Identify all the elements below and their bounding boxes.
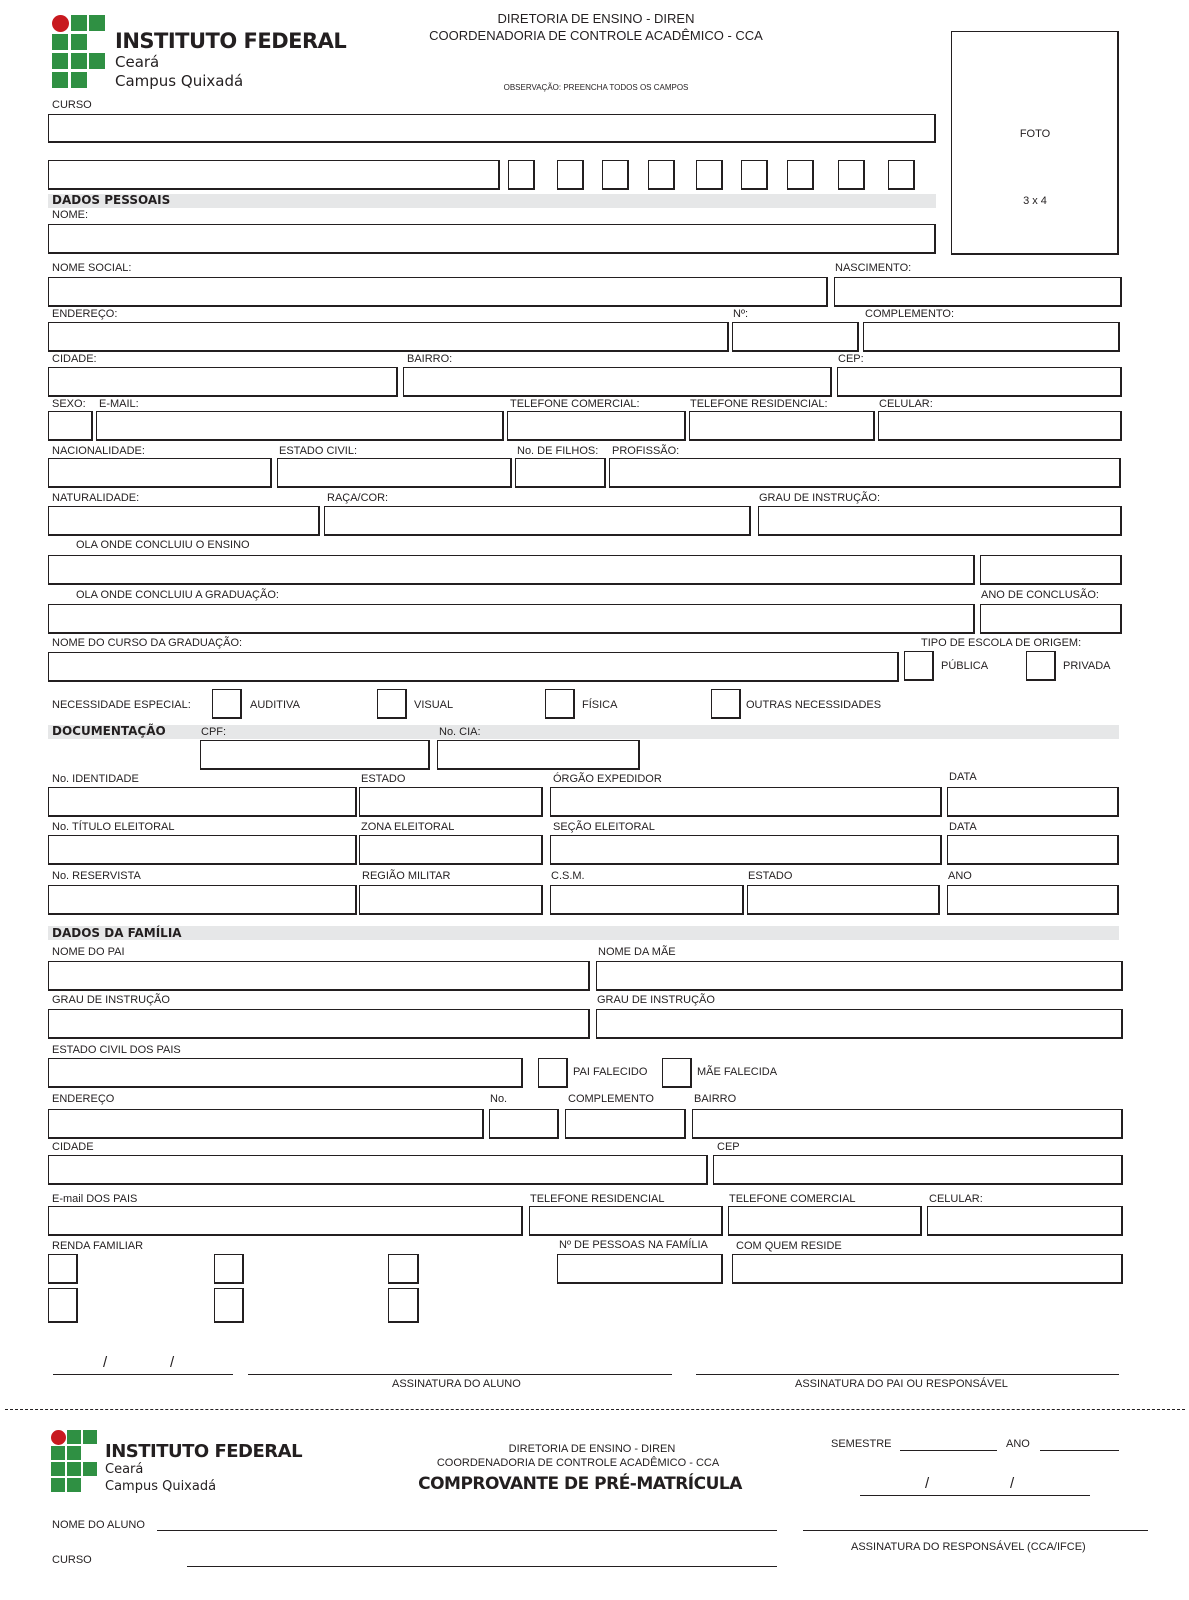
institution-state: Ceará <box>115 53 160 71</box>
estado-civil-pais-label: ESTADO CIVIL DOS PAIS <box>52 1044 181 1056</box>
code-box-4[interactable] <box>648 160 675 190</box>
celular-label: CELULAR: <box>879 398 933 410</box>
complemento-pais-label: COMPLEMENTO <box>568 1093 654 1105</box>
nome-mae-label: NOME DA MÃE <box>598 946 676 958</box>
grau-instrucao-label: GRAU DE INSTRUÇÃO: <box>759 492 881 504</box>
assinatura-pai-label: ASSINATURA DO PAI OU RESPONSÁVEL <box>795 1378 1008 1390</box>
if-logo <box>52 15 347 95</box>
directorate: DIRETORIA DE ENSINO - DIREN <box>497 11 695 26</box>
publica-checkbox[interactable] <box>904 651 934 681</box>
publica-label: PÚBLICA <box>941 660 989 672</box>
data-label: DATA <box>949 821 977 833</box>
identidade-label: No. IDENTIDADE <box>52 773 139 785</box>
renda-checkbox-5[interactable] <box>214 1288 244 1323</box>
estado-civil-pais-input[interactable] <box>48 1058 523 1088</box>
cel-pais-input[interactable] <box>927 1206 1123 1236</box>
cidade-input[interactable] <box>48 367 398 397</box>
privada-checkbox[interactable] <box>1026 651 1056 681</box>
filhos-input[interactable] <box>515 458 606 488</box>
auditiva-checkbox[interactable] <box>212 689 242 719</box>
cpf-input[interactable] <box>200 740 430 770</box>
identidade-estado-input[interactable] <box>359 787 543 817</box>
dados-familia-heading: DADOS DA FAMÍLIA <box>52 926 182 940</box>
orgao-input[interactable] <box>550 787 942 817</box>
date-slash: / <box>925 1475 930 1492</box>
receipt-coordination: COORDENADORIA DE CONTROLE ACADÊMICO - CCA <box>436 1457 720 1469</box>
sexo-label: SEXO: <box>52 398 86 410</box>
ano-ensino-input[interactable] <box>980 555 1122 585</box>
cep-input[interactable] <box>837 367 1122 397</box>
secao-input[interactable] <box>550 835 942 865</box>
section-bar-familia <box>48 926 1119 940</box>
parent-signature-line[interactable] <box>696 1374 1119 1375</box>
institution-name: INSTITUTO FEDERAL <box>105 1441 303 1462</box>
profissao-label: PROFISSÃO: <box>612 445 680 457</box>
nacionalidade-input[interactable] <box>48 458 272 488</box>
tel-res-pais-label: TELEFONE RESIDENCIAL <box>530 1193 665 1205</box>
if-logo-receipt <box>51 1430 301 1500</box>
nome-input[interactable] <box>48 224 936 254</box>
profissao-input[interactable] <box>609 458 1121 488</box>
outras-checkbox[interactable] <box>711 689 741 719</box>
secao-label: SEÇÃO ELEITORAL <box>553 821 655 833</box>
cia-label: No. CIA: <box>439 726 481 738</box>
naturalidade-label: NATURALIDADE: <box>52 492 140 504</box>
sexo-input[interactable] <box>48 411 93 441</box>
reservista-label: No. RESERVISTA <box>52 870 141 882</box>
reservista-ano-input[interactable] <box>947 885 1119 915</box>
pessoas-label: Nº DE PESSOAS NA FAMÍLIA <box>559 1239 708 1251</box>
email-label: E-MAIL: <box>99 398 139 410</box>
necessidade-label: NECESSIDADE ESPECIAL: <box>52 699 191 711</box>
endereco-input[interactable] <box>48 322 729 352</box>
zona-label: ZONA ELEITORAL <box>361 821 455 833</box>
nascimento-label: NASCIMENTO: <box>835 262 912 274</box>
renda-checkbox-1[interactable] <box>48 1254 78 1284</box>
data-label: DATA <box>949 771 977 783</box>
institution-state: Ceará <box>105 1462 144 1477</box>
estado-civil-label: ESTADO CIVIL: <box>279 445 358 457</box>
tel-residencial-input[interactable] <box>689 411 875 441</box>
titulo-data-input[interactable] <box>947 835 1119 865</box>
identidade-data-input[interactable] <box>947 787 1119 817</box>
cep-label: CEP: <box>838 353 864 365</box>
endereco-pais-label: ENDEREÇO <box>52 1093 115 1105</box>
coordination: COORDENADORIA DE CONTROLE ACADÊMICO - CCA <box>429 28 763 43</box>
dados-pessoais-heading: DADOS PESSOAIS <box>52 193 171 207</box>
naturalidade-input[interactable] <box>48 506 320 536</box>
csm-input[interactable] <box>550 885 744 915</box>
email-pais-input[interactable] <box>48 1206 523 1236</box>
code-box-7[interactable] <box>787 160 814 190</box>
fisica-checkbox[interactable] <box>545 689 575 719</box>
regiao-label: REGIÃO MILITAR <box>362 870 451 882</box>
raca-input[interactable] <box>324 506 751 536</box>
cut-line <box>5 1409 1185 1410</box>
curso-label: CURSO <box>52 99 92 111</box>
escola-graduacao-input[interactable] <box>48 604 975 634</box>
grau-pai-label: GRAU DE INSTRUÇÃO <box>52 994 170 1006</box>
curso-graduacao-input[interactable] <box>48 652 899 682</box>
tel-comercial-input[interactable] <box>507 411 686 441</box>
visual-label: VISUAL <box>414 699 454 711</box>
celular-input[interactable] <box>878 411 1122 441</box>
escola-ensino-label: OLA ONDE CONCLUIU O ENSINO <box>76 539 250 551</box>
reside-input[interactable] <box>732 1254 1123 1284</box>
code-box-1[interactable] <box>508 160 535 190</box>
pai-falecido-label: PAI FALECIDO <box>573 1066 648 1078</box>
no-pais-input[interactable] <box>489 1109 559 1139</box>
assinatura-aluno-label: ASSINATURA DO ALUNO <box>392 1378 521 1390</box>
receipt-directorate: DIRETORIA DE ENSINO - DIREN <box>508 1443 676 1455</box>
bairro-input[interactable] <box>403 367 832 397</box>
bairro-pais-label: BAIRRO <box>694 1093 737 1105</box>
nome-mae-input[interactable] <box>596 961 1123 991</box>
renda-label: RENDA FAMILIAR <box>52 1240 144 1252</box>
renda-checkbox-3[interactable] <box>388 1254 419 1284</box>
curso-line[interactable] <box>187 1566 777 1567</box>
tel-com-pais-label: TELEFONE COMERCIAL <box>729 1193 856 1205</box>
cep-pais-input[interactable] <box>713 1155 1123 1185</box>
institution-campus: Campus Quixadá <box>105 1479 217 1494</box>
cidade-label: CIDADE: <box>52 353 97 365</box>
estado-label: ESTADO <box>748 870 793 882</box>
responsavel-signature-line[interactable] <box>803 1530 1148 1531</box>
nome-social-label: NOME SOCIAL: <box>52 262 132 274</box>
nome-aluno-line[interactable] <box>157 1530 777 1531</box>
fisica-label: FÍSICA <box>582 699 618 711</box>
identidade-input[interactable] <box>48 787 357 817</box>
email-pais-label: E-mail DOS PAIS <box>52 1193 138 1205</box>
student-signature-line[interactable] <box>248 1374 672 1375</box>
receipt-title: COMPROVANTE DE PRÉ-MATRÍCULA <box>418 1474 742 1494</box>
renda-checkbox-2[interactable] <box>214 1254 244 1284</box>
nacionalidade-label: NACIONALIDADE: <box>52 445 145 457</box>
photo-box <box>951 31 1119 255</box>
cpf-label: CPF: <box>201 726 227 738</box>
grau-instrucao-input[interactable] <box>758 506 1122 536</box>
grau-mae-label: GRAU DE INSTRUÇÃO <box>597 994 715 1006</box>
auditiva-label: AUDITIVA <box>250 699 300 711</box>
tel-comercial-label: TELEFONE COMERCIAL: <box>510 398 640 410</box>
nome-social-input[interactable] <box>48 277 828 307</box>
bairro-pais-input[interactable] <box>692 1109 1123 1139</box>
visual-checkbox[interactable] <box>377 689 407 719</box>
grau-mae-input[interactable] <box>596 1009 1123 1039</box>
no-pais-label: No. <box>490 1093 508 1105</box>
regiao-input[interactable] <box>359 885 543 915</box>
tel-res-pais-input[interactable] <box>529 1206 723 1236</box>
reservista-estado-input[interactable] <box>747 885 940 915</box>
ano-label: ANO <box>948 870 972 882</box>
pai-falecido-checkbox[interactable] <box>538 1058 568 1088</box>
reside-label: COM QUEM RESIDE <box>736 1240 842 1252</box>
curso-extra-input[interactable] <box>48 160 500 190</box>
raca-label: RAÇA/COR: <box>327 492 389 504</box>
receipt-date-line[interactable] <box>860 1495 1090 1496</box>
institution-name: INSTITUTO FEDERAL <box>115 29 347 53</box>
pessoas-input[interactable] <box>557 1254 723 1284</box>
code-box-2[interactable] <box>557 160 584 190</box>
renda-checkbox-6[interactable] <box>388 1288 419 1323</box>
complemento-label: COMPLEMENTO: <box>865 308 955 320</box>
date-slash: / <box>170 1354 175 1371</box>
estado-civil-input[interactable] <box>277 458 512 488</box>
complemento-pais-input[interactable] <box>565 1109 686 1139</box>
nascimento-input[interactable] <box>834 277 1122 307</box>
renda-checkbox-4[interactable] <box>48 1288 78 1323</box>
section-bar-dados-pessoais <box>48 194 936 208</box>
photo-label: FOTO <box>1019 128 1051 140</box>
nome-pai-label: NOME DO PAI <box>52 946 125 958</box>
ano-line[interactable] <box>1040 1450 1119 1451</box>
curso-graduacao-label: NOME DO CURSO DA GRADUAÇÃO: <box>52 637 243 649</box>
tel-com-pais-input[interactable] <box>728 1206 922 1236</box>
mae-falecida-checkbox[interactable] <box>662 1058 692 1088</box>
email-input[interactable] <box>96 411 504 441</box>
cidade-pais-input[interactable] <box>48 1155 708 1185</box>
orgao-label: ÓRGÃO EXPEDIDOR <box>553 773 662 785</box>
escola-ensino-input[interactable] <box>48 555 975 585</box>
reservista-input[interactable] <box>48 885 357 915</box>
semestre-line[interactable] <box>900 1450 997 1451</box>
cep-pais-label: CEP <box>717 1141 740 1153</box>
filhos-label: No. DE FILHOS: <box>517 445 599 457</box>
code-box-9[interactable] <box>888 160 915 190</box>
fill-note: OBSERVAÇÃO: PREENCHA TODOS OS CAMPOS <box>503 83 689 92</box>
numero-label: Nº: <box>733 308 749 320</box>
outras-label: OUTRAS NECESSIDADES <box>746 699 882 711</box>
csm-label: C.S.M. <box>551 870 585 882</box>
code-box-5[interactable] <box>696 160 723 190</box>
semestre-label: SEMESTRE <box>831 1438 892 1450</box>
nome-pai-input[interactable] <box>48 961 590 991</box>
nome-aluno-label: NOME DO ALUNO <box>52 1519 145 1531</box>
cidade-pais-label: CIDADE <box>52 1141 94 1153</box>
escola-graduacao-label: OLA ONDE CONCLUIU A GRADUAÇÃO: <box>76 589 279 601</box>
bairro-label: BAIRRO: <box>407 353 453 365</box>
privada-label: PRIVADA <box>1063 660 1111 672</box>
estado-label: ESTADO <box>361 773 406 785</box>
tipo-escola-label: TIPO DE ESCOLA DE ORIGEM: <box>921 637 1082 649</box>
endereco-label: ENDEREÇO: <box>52 308 118 320</box>
documentacao-heading: DOCUMENTAÇÃO <box>52 724 166 738</box>
cia-input[interactable] <box>437 740 640 770</box>
curso-label: CURSO <box>52 1554 92 1566</box>
titulo-input[interactable] <box>48 835 357 865</box>
cel-pais-label: CELULAR: <box>929 1193 983 1205</box>
ano-label: ANO <box>1006 1438 1030 1450</box>
ano-conclusao-label: ANO DE CONCLUSÃO: <box>981 589 1099 601</box>
responsavel-signature-label: ASSINATURA DO RESPONSÁVEL (CCA/IFCE) <box>851 1541 1086 1553</box>
date-line[interactable] <box>53 1374 233 1375</box>
nome-label: NOME: <box>52 209 89 221</box>
photo-size: 3 x 4 <box>1023 195 1047 207</box>
date-slash: / <box>1010 1475 1015 1492</box>
tel-residencial-label: TELEFONE RESIDENCIAL: <box>690 398 828 410</box>
date-slash: / <box>103 1354 108 1371</box>
titulo-label: No. TÍTULO ELEITORAL <box>52 821 175 833</box>
ano-conclusao-input[interactable] <box>980 604 1122 634</box>
numero-input[interactable] <box>732 322 859 352</box>
curso-input[interactable] <box>48 114 936 143</box>
complemento-input[interactable] <box>863 322 1120 352</box>
endereco-pais-input[interactable] <box>48 1109 484 1139</box>
grau-pai-input[interactable] <box>48 1009 590 1039</box>
mae-falecida-label: MÃE FALECIDA <box>697 1066 778 1078</box>
zona-input[interactable] <box>359 835 543 865</box>
code-box-8[interactable] <box>838 160 865 190</box>
code-box-6[interactable] <box>741 160 768 190</box>
institution-campus: Campus Quixadá <box>115 72 244 90</box>
code-box-3[interactable] <box>602 160 629 190</box>
